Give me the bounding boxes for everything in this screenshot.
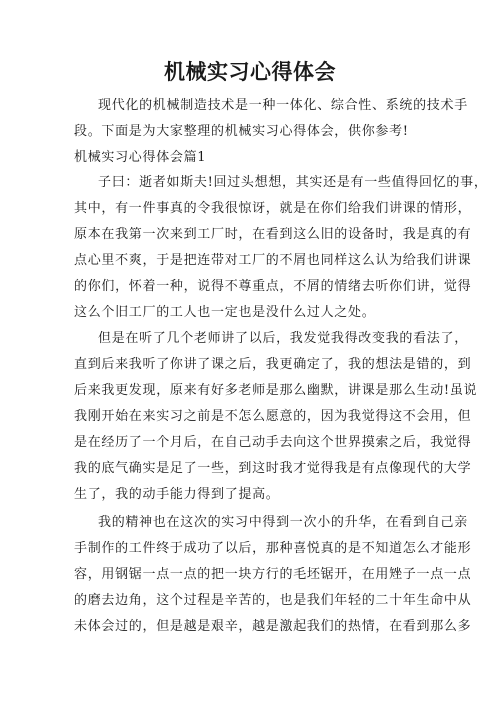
body-line: 未体会过的，但是越是艰辛，越是激起我们的热情，在看到那么多 xyxy=(74,619,472,634)
body-line: 我的底气确实是足了一些，到这时我才觉得我是有点像现代的大学 xyxy=(74,461,472,476)
section-heading: 机械实习心得体会篇1 xyxy=(74,150,207,165)
body-line: 我刚开始在来实习之前是不怎么愿意的，因为我觉得这不会用，但 xyxy=(74,409,472,424)
body-line: 子曰：逝者如斯夫!回过头想想，其实还是有一些值得回忆的事， xyxy=(98,175,488,190)
body-line: 但是在听了几个老师讲了以后，我发觉我得改变我的看法了， xyxy=(98,331,468,346)
body-line: 生了，我的动手能力得到了提高。 xyxy=(74,487,280,502)
document-title: 机械实习心得体会 xyxy=(164,59,336,84)
body-line: 直到后来我听了你讲了课之后，我更确定了，我的想法是错的，到 xyxy=(74,357,472,372)
body-line: 是在经历了一个月后，在自己动手去向这个世界摸索之后，我觉得 xyxy=(74,435,472,450)
intro-line-1: 现代化的机械制造技术是一种一体化、综合性、系统的技术手 xyxy=(98,98,468,113)
body-line: 后来我更发现，原来有好多老师是那么幽默，讲课是那么生动!虽说 xyxy=(74,383,478,398)
body-line: 的磨去边角，这个过程是辛苦的，也是我们年轻的二十年生命中从 xyxy=(74,593,472,608)
body-line: 手制作的工件终于成功了以后，那种喜悦真的是不知道怎么才能形 xyxy=(74,541,472,556)
intro-line-2: 段。下面是为大家整理的机械实习心得体会，供你参考! xyxy=(74,124,409,139)
body-line: 的你们，怀着一种，说得不尊重点，不屑的情绪去听你们讲，觉得 xyxy=(74,279,472,294)
body-line: 原本在我第一次来到工厂时，在看到这么旧的设备时，我是真的有 xyxy=(74,227,472,242)
body-line: 容，用钢锯一点一点的把一块方行的毛坯锯开，在用矬子一点一点 xyxy=(74,567,472,582)
body-line: 点心里不爽，于是把连带对工厂的不屑也同样这么认为给我们讲课 xyxy=(74,253,472,268)
body-line: 这么个旧工厂的工人也一定也是没什么过人之处。 xyxy=(74,305,376,320)
body-line: 我的精神也在这次的实习中得到一次小的升华，在看到自己亲 xyxy=(98,515,468,530)
body-line: 其中，有一件事真的令我很惊讶，就是在你们给我们讲课的情形， xyxy=(74,201,472,216)
